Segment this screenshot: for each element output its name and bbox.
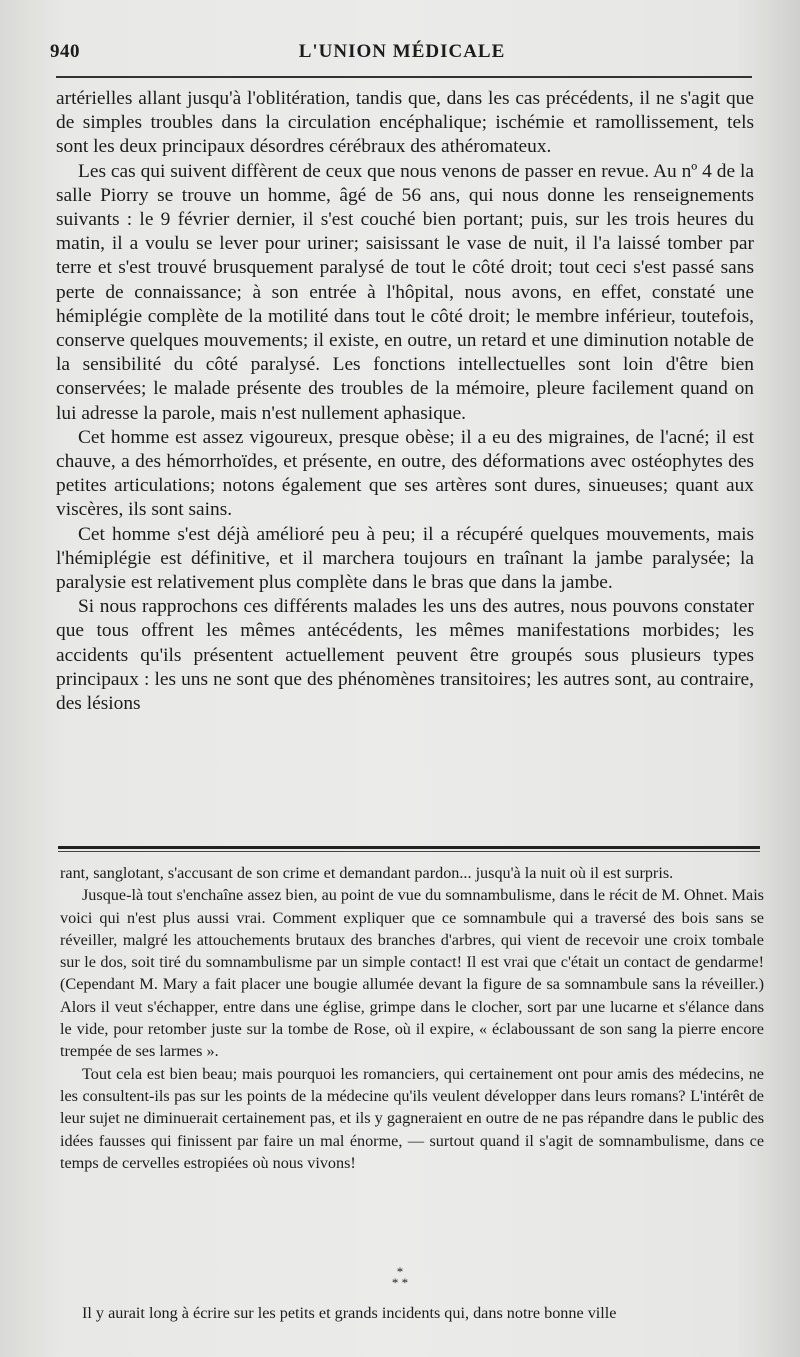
main-paragraph: Les cas qui suivent diffèrent de ceux que nous venons de passer en revue. Au nº 4 de la salle Piorry se trouve un homme, âgé de 56 ans, qui nous donne les renseignements suivants : le 9 février dernier, il s'est couché bien portant; puis, sur les trois heures du matin, il a voulu se lever pour uriner; saisissant le vase de nuit, il l'a laissé tomber par terre et s'est trouvé brusquement paralysé de tout le côté droit; tout ceci s'est passé sans perte de connaissance; à son entrée à l'hôpital, nous avons, en effet, constaté une hémiplégie complète de la motilité dans tout le côté droit; le membre inférieur, toutefois, conserve quelques mouvements; il existe, en outre, un retard et une diminution notable de la sensibilité du côté paralysé. Les fonctions intellectuelles sont loin d'être bien conservées; le malade présente des troubles de la mémoire, pleure facilement quand on lui adresse la parole, mais n'est nullement aphasique. xyxy=(56,160,754,424)
asterism-bottom: * * xyxy=(391,1275,409,1290)
main-paragraph: Cet homme est assez vigoureux, presque obèse; il a eu des migraines, de l'acné; il est chauve, a des hémorrhoïdes, et présente, en outre, des déformations avec ostéophytes des petites articulations; notons également que ses artères sont dures, sinueuses; quant aux viscères, ils sont sains. xyxy=(56,426,754,521)
footnote-divider xyxy=(58,846,760,852)
feuilleton-last-line: Il y aurait long à écrire sur les petits et grands incidents qui, dans notre bonne ville xyxy=(82,1304,617,1322)
page-header xyxy=(50,38,754,66)
asterism-top: * xyxy=(396,1264,404,1279)
feuilleton-paragraph: rant, sanglotant, s'accusant de son crime et demandant pardon... jusqu'à la nuit où il est surpris. xyxy=(60,864,674,882)
header-rule xyxy=(56,76,752,78)
main-paragraph: artérielles allant jusqu'à l'oblitération, tandis que, dans les cas précédents, il ne s'agit que de simples troubles dans la circulation encéphalique; ischémie et ramollissement, tels sont les deux principaux désordres cérébraux des athéromateux. xyxy=(56,88,754,158)
page-number: 940 xyxy=(50,41,80,62)
main-text-column xyxy=(56,87,754,716)
asterism-separator xyxy=(0,1266,800,1288)
running-title: L'UNION MÉDICALE xyxy=(298,41,506,62)
feuilleton-text xyxy=(60,862,764,1174)
feuilleton-paragraph: Jusque-là tout s'enchaîne assez bien, au point de vue du somnambulisme, dans le récit de M. Ohnet. Mais voici qui n'est plus aussi vrai. Comment expliquer que ce somnambule qui a traversé des bois sans se réveiller, malgré les attouchements brutaux des branches d'arbres, qui vient de recevoir une croix tombale sur le dos, soit tiré du somnambulisme par un simple contact! Il est vrai que c'était un contact de gendarme! (Cependant M. Mary a fait placer une bougie allumée devant la figure de sa somnambule sans la réveiller.) Alors il veut s'échapper, entre dans une église, grimpe dans le clocher, sort par une lucarne et s'élance dans le vide, pour retomber juste sur la tombe de Rose, où il expire, « éclaboussant de son sang la pierre encore trempée de ses larmes ». xyxy=(60,886,764,1061)
main-paragraph: Cet homme s'est déjà amélioré peu à peu; il a récupéré quelques mouvements, mais l'hémiplégie est définitive, et il marchera toujours en traînant la jambe paralysée; la paralysie est relativement plus complète dans le bras que dans la jambe. xyxy=(56,523,754,594)
main-paragraph: Si nous rapprochons ces différents malades les uns des autres, nous pouvons constater que tous offrent les mêmes antécédents, les mêmes manifestations morbides; les accidents qu'ils présentent actuellement peuvent être groupés sous plusieurs types principaux : les uns ne sont que des phénomènes transitoires; les autres sont, au contraire, des lésions xyxy=(56,596,754,715)
feuilleton-paragraph: Tout cela est bien beau; mais pourquoi les romanciers, qui certainement ont pour amis des médecins, ne les consultent-ils pas sur les points de la médecine qu'ils veulent développer dans leurs romans? L'intérêt de leur sujet ne diminuerait certainement pas, et ils y gagneraient en outre de ne pas répandre dans le public des idées fausses qui finissent par faire un mal énorme, — surtout quand il s'agit de somnambulisme, dans ce temps de cervelles estropiées où nous vivons! xyxy=(60,1064,764,1172)
